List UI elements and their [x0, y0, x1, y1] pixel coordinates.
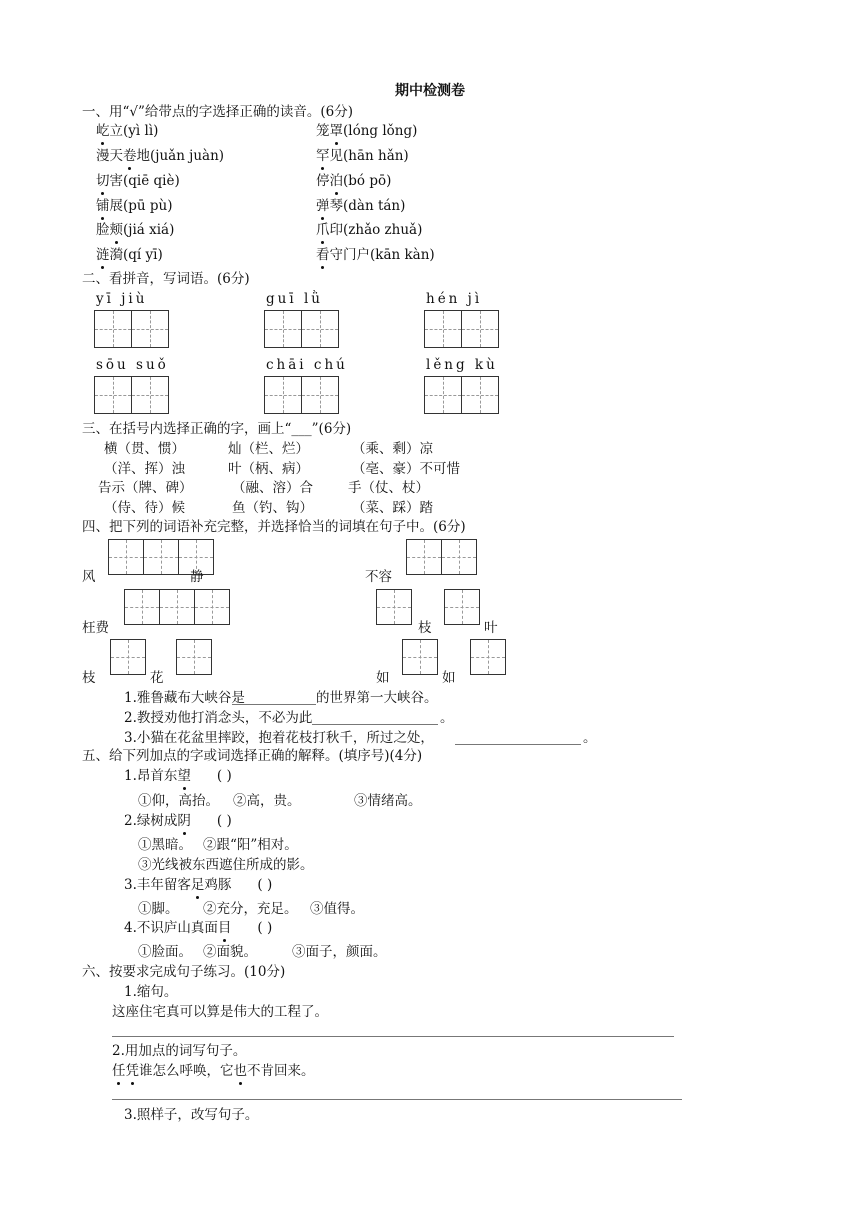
s4-sentence-3b: 。 [583, 730, 597, 746]
pronunciation-item: 脸颊(jiá xiá) [96, 222, 175, 238]
char-choice-item[interactable]: 鱼（钓、钩） [232, 500, 313, 516]
pinyin-prompt: sōu suǒ [96, 357, 169, 373]
s6-q2-sentence: 任凭谁怎么呼唤，它也不肯回来。 [112, 1063, 315, 1079]
pronunciation-item: 看守门户(kān kàn) [316, 247, 435, 263]
character-writing-grid[interactable] [264, 376, 339, 414]
page-title: 期中检测卷 [395, 83, 465, 99]
pronunciation-item: 罕见(hān hǎn) [316, 148, 409, 164]
pronunciation-item: 切害(qiē qiè) [96, 173, 180, 189]
s6-q1-title: 1.缩句。 [124, 984, 178, 1000]
s4-sentence-1b: 的世界第一大峡谷。 [316, 690, 438, 706]
word-wangfei: 枉费 [82, 620, 109, 636]
s5-q1-opt1: ①仰，高抬。 [138, 793, 219, 809]
word-ye: 叶 [484, 620, 498, 636]
s5-q1: 1.昂首东望 ( ) [124, 768, 232, 784]
s6-q2-title: 2.用加点的词写句子。 [112, 1043, 247, 1059]
s6-q2-answer-line[interactable] [112, 1099, 682, 1100]
s5-q3-opt1: ①脚。 [138, 901, 179, 917]
s5-q2: 2.绿树成阴 ( ) [124, 813, 232, 829]
s4-blank-3[interactable] [455, 744, 581, 745]
idiom-zhiye-grid-2[interactable] [444, 589, 480, 625]
word-hua: 花 [150, 670, 164, 686]
section2-heading: 二、看拼音，写词语。(6分) [82, 271, 250, 287]
s6-q1-answer-line[interactable] [112, 1036, 674, 1037]
char-choice-item[interactable]: （菜、踩）踏 [352, 500, 433, 516]
s6-q3-title: 3.照样子，改写句子。 [124, 1107, 259, 1123]
word-burong: 不容 [365, 569, 392, 585]
character-writing-grid[interactable] [424, 310, 499, 348]
idiom-zhihua-grid-2[interactable] [176, 639, 212, 675]
pronunciation-item: 铺展(pū pù) [96, 198, 173, 214]
s5-q3: 3.丰年留客足鸡豚 ( ) [124, 877, 273, 893]
pinyin-prompt: hén jì [426, 291, 483, 307]
section4-heading: 四、把下列的词语补充完整，并选择恰当的词填在句子中。(6分) [82, 519, 466, 535]
section1-heading: 一、用“√”给带点的字选择正确的读音。(6分) [82, 104, 354, 120]
pinyin-prompt: yī jiù [96, 291, 148, 307]
s5-q2-opt1: ①黑暗。 [138, 837, 192, 853]
character-writing-grid[interactable] [264, 310, 339, 348]
character-writing-grid[interactable] [94, 310, 169, 348]
pronunciation-item: 停泊(bó pō) [316, 173, 392, 189]
char-choice-item[interactable]: 告示（牌、碑） [98, 480, 193, 496]
idiom-zhihua-grid-1[interactable] [110, 639, 146, 675]
s5-q4-opt3: ③面子，颜面。 [292, 944, 387, 960]
char-choice-item[interactable]: （洋、挥）浊 [104, 461, 185, 477]
char-choice-item[interactable]: （侍、待）候 [104, 500, 185, 516]
idiom-ru-grid-2[interactable] [470, 639, 506, 675]
s4-blank-2[interactable] [312, 724, 438, 725]
s5-q2-opt2: ②跟“阳”相对。 [203, 837, 298, 853]
word-jing: 静 [190, 569, 204, 585]
s5-q3-opt3: ③值得。 [310, 901, 364, 917]
s5-q3-opt2: ②充分，充足。 [203, 901, 298, 917]
s4-blank-1[interactable] [232, 704, 316, 705]
idiom-wangfei-grid[interactable] [124, 589, 230, 625]
s5-q2-opt3: ③光线被东西遮住所成的影。 [138, 857, 314, 873]
char-choice-item[interactable]: 手（仗、杖） [348, 480, 429, 496]
char-choice-item[interactable]: 叶（柄、病） [228, 461, 309, 477]
pronunciation-item: 爪印(zhǎo zhuǎ) [316, 222, 423, 238]
character-writing-grid[interactable] [94, 376, 169, 414]
pronunciation-item: 漫天卷地(juǎn juàn) [96, 148, 225, 164]
pinyin-prompt: guī lǜ [266, 291, 323, 307]
s6-q1-sentence: 这座住宅真可以算是伟大的工程了。 [112, 1004, 328, 1020]
pronunciation-item: 弹琴(dàn tán) [316, 198, 406, 214]
char-choice-item[interactable]: （亳、豪）不可惜 [352, 461, 460, 477]
idiom-ru-grid-1[interactable] [402, 639, 438, 675]
char-choice-item[interactable]: 灿（栏、烂） [228, 441, 309, 457]
s5-q1-opt2: ②高，贵。 [233, 793, 301, 809]
s5-q4-opt2: ②面貌。 [203, 944, 257, 960]
pinyin-prompt: chāi chú [266, 357, 348, 373]
section6-heading: 六、按要求完成句子练习。(10分) [82, 964, 286, 980]
word-ru1: 如 [376, 670, 390, 686]
word-zhi1: 枝 [418, 620, 432, 636]
s5-q4-opt1: ①脸面。 [138, 944, 192, 960]
word-zhi2: 枝 [82, 670, 96, 686]
pinyin-prompt: lěng kù [426, 357, 498, 373]
pronunciation-item: 涟漪(qí yī) [96, 247, 163, 263]
pronunciation-item: 笼罩(lóng lǒng) [316, 123, 418, 139]
char-choice-item[interactable]: 横（贯、惯） [104, 441, 185, 457]
character-writing-grid[interactable] [424, 376, 499, 414]
word-feng: 风 [82, 569, 96, 585]
s5-q4: 4.不识庐山真面目 ( ) [124, 920, 273, 936]
s4-sentence-1a: 1.雅鲁藏布大峡谷是 [124, 690, 245, 706]
section3-heading: 三、在括号内选择正确的字，画上“___”(6分) [82, 421, 352, 437]
s5-q1-opt3: ③情绪高。 [354, 793, 422, 809]
char-choice-item[interactable]: （乘、剩）凉 [352, 441, 433, 457]
s4-sentence-3a: 3.小猫在花盆里摔跤，抱着花枝打秋千，所过之处， [124, 730, 434, 746]
s4-sentence-2b: 。 [440, 710, 454, 726]
char-choice-item[interactable]: （融、溶）合 [232, 480, 313, 496]
s4-sentence-2a: 2.教授劝他打消念头，不必为此 [124, 710, 313, 726]
section5-heading: 五、给下列加点的字或词选择正确的解释。(填序号)(4分) [82, 748, 423, 764]
idiom-burong-grid[interactable] [406, 539, 477, 575]
idiom-zhiye-grid-1[interactable] [376, 589, 412, 625]
pronunciation-item: 屹立(yì lì) [96, 123, 159, 139]
word-ru2: 如 [442, 670, 456, 686]
